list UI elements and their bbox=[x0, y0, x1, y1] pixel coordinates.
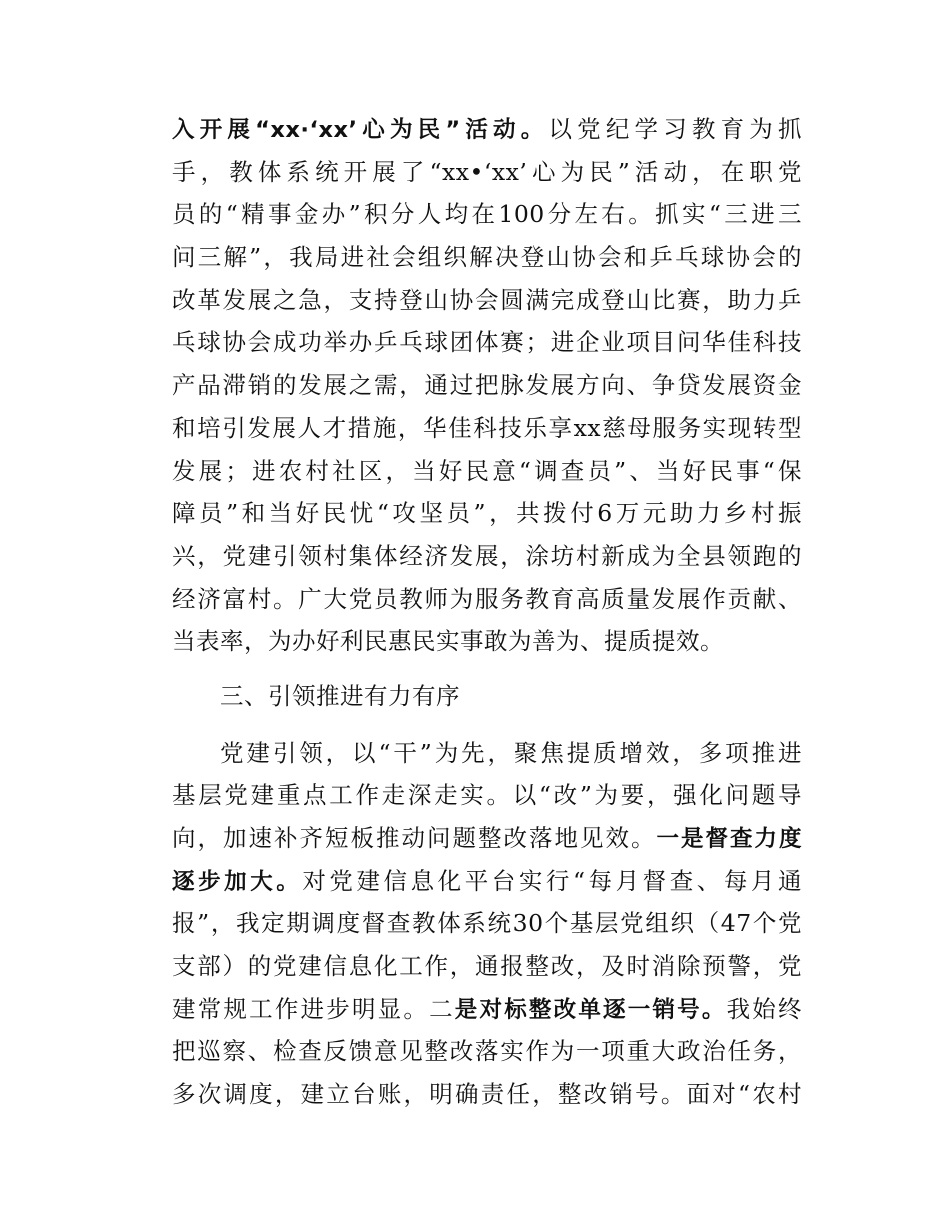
text-line bbox=[172, 492, 802, 535]
text-segment: 障员”和当好民忧“攻坚员”，共拨付6万元助力乡村振 bbox=[172, 499, 802, 528]
text-segment: 以党纪学习教育为抓 bbox=[548, 115, 803, 143]
text-segment: 问三解”，我局进社会组织解决登山协会和乒乓球协会的 bbox=[172, 243, 802, 272]
text-segment: 我始终 bbox=[726, 994, 803, 1023]
text-segment: 向，加速补齐短板推动问题整改落地见效。 bbox=[172, 824, 657, 852]
bold-text: 是对标整改单逐一销号。 bbox=[454, 996, 727, 1023]
text-segment: 兴，党建引领村集体经济发展，涂坊村新成为全县领跑的 bbox=[172, 541, 802, 570]
text-line bbox=[172, 860, 802, 903]
text-line bbox=[172, 151, 802, 194]
text-segment: 建常规工作进步明显。二 bbox=[172, 994, 455, 1023]
text-segment: 改革发展之急，支持登山协会圆满完成登山比赛，助力乒 bbox=[172, 285, 802, 314]
paragraph-2 bbox=[172, 732, 802, 1116]
text-line bbox=[172, 535, 802, 578]
text-segment: 手，教体系统开展了“xx•‘xx’心为民”活动，在职党 bbox=[172, 157, 802, 186]
text-segment: 当表率，为办好利民惠民实事敢为善为、提质提效。 bbox=[172, 627, 724, 656]
bold-text: 一是督查力度 bbox=[656, 826, 802, 852]
text-line bbox=[172, 193, 802, 236]
text-line bbox=[172, 578, 802, 621]
text-line bbox=[172, 407, 802, 450]
paragraph-1 bbox=[172, 108, 802, 663]
text-segment: 和培引发展人才措施，华佳科技乐享xx慈母服务实现转型 bbox=[172, 413, 802, 442]
text-line bbox=[172, 279, 802, 322]
bold-text: 入开展“xx·‘xx’心为民”活动。 bbox=[172, 117, 549, 143]
section-heading: 三、引领推进有力有序 bbox=[220, 681, 460, 710]
text-line bbox=[172, 321, 802, 364]
text-segment: 把巡察、检查反馈意见整改落实作为一项重大政治任务， bbox=[172, 1037, 802, 1066]
text-segment: 党建引领，以“干”为先，聚焦提质增效，多项推进 bbox=[220, 738, 802, 767]
text-line bbox=[172, 1073, 802, 1116]
text-line bbox=[172, 774, 802, 817]
text-segment: 基层党建重点工作走深走实。以“改”为要，强化问题导 bbox=[172, 781, 802, 810]
text-line bbox=[172, 620, 802, 663]
text-line bbox=[172, 1030, 802, 1073]
document-page bbox=[172, 108, 802, 1116]
text-line bbox=[172, 450, 802, 493]
text-segment: 经济富村。广大党员教师为服务教育高质量发展作贡献、 bbox=[172, 584, 802, 613]
text-line bbox=[172, 732, 802, 775]
text-line bbox=[172, 902, 802, 945]
text-segment: 对党建信息化平台实行“每月督查、每月通 bbox=[302, 866, 802, 895]
bold-text: 逐步加大。 bbox=[172, 868, 303, 895]
text-line bbox=[172, 817, 802, 860]
text-segment: 报”，我定期调度督查教体系统30个基层党组织（47个党 bbox=[172, 909, 802, 938]
text-segment: 支部）的党建信息化工作，通报整改，及时消除预警，党 bbox=[172, 952, 802, 981]
text-line bbox=[172, 236, 802, 279]
text-segment: 员的“精事金办”积分人均在100分左右。抓实“三进三 bbox=[172, 200, 802, 229]
text-line bbox=[172, 988, 802, 1031]
text-segment: 多次调度，建立台账，明确责任，整改销号。面对“农村 bbox=[172, 1080, 802, 1109]
text-line bbox=[172, 108, 802, 151]
text-segment: 发展；进农村社区，当好民意“调查员”、当好民事“保 bbox=[172, 456, 802, 485]
text-segment: 乓球协会成功举办乒乓球团体赛；进企业项目问华佳科技 bbox=[172, 328, 802, 357]
text-line bbox=[172, 945, 802, 988]
text-segment: 产品滞销的发展之需，通过把脉发展方向、争贷发展资金 bbox=[172, 371, 802, 400]
text-line bbox=[172, 364, 802, 407]
